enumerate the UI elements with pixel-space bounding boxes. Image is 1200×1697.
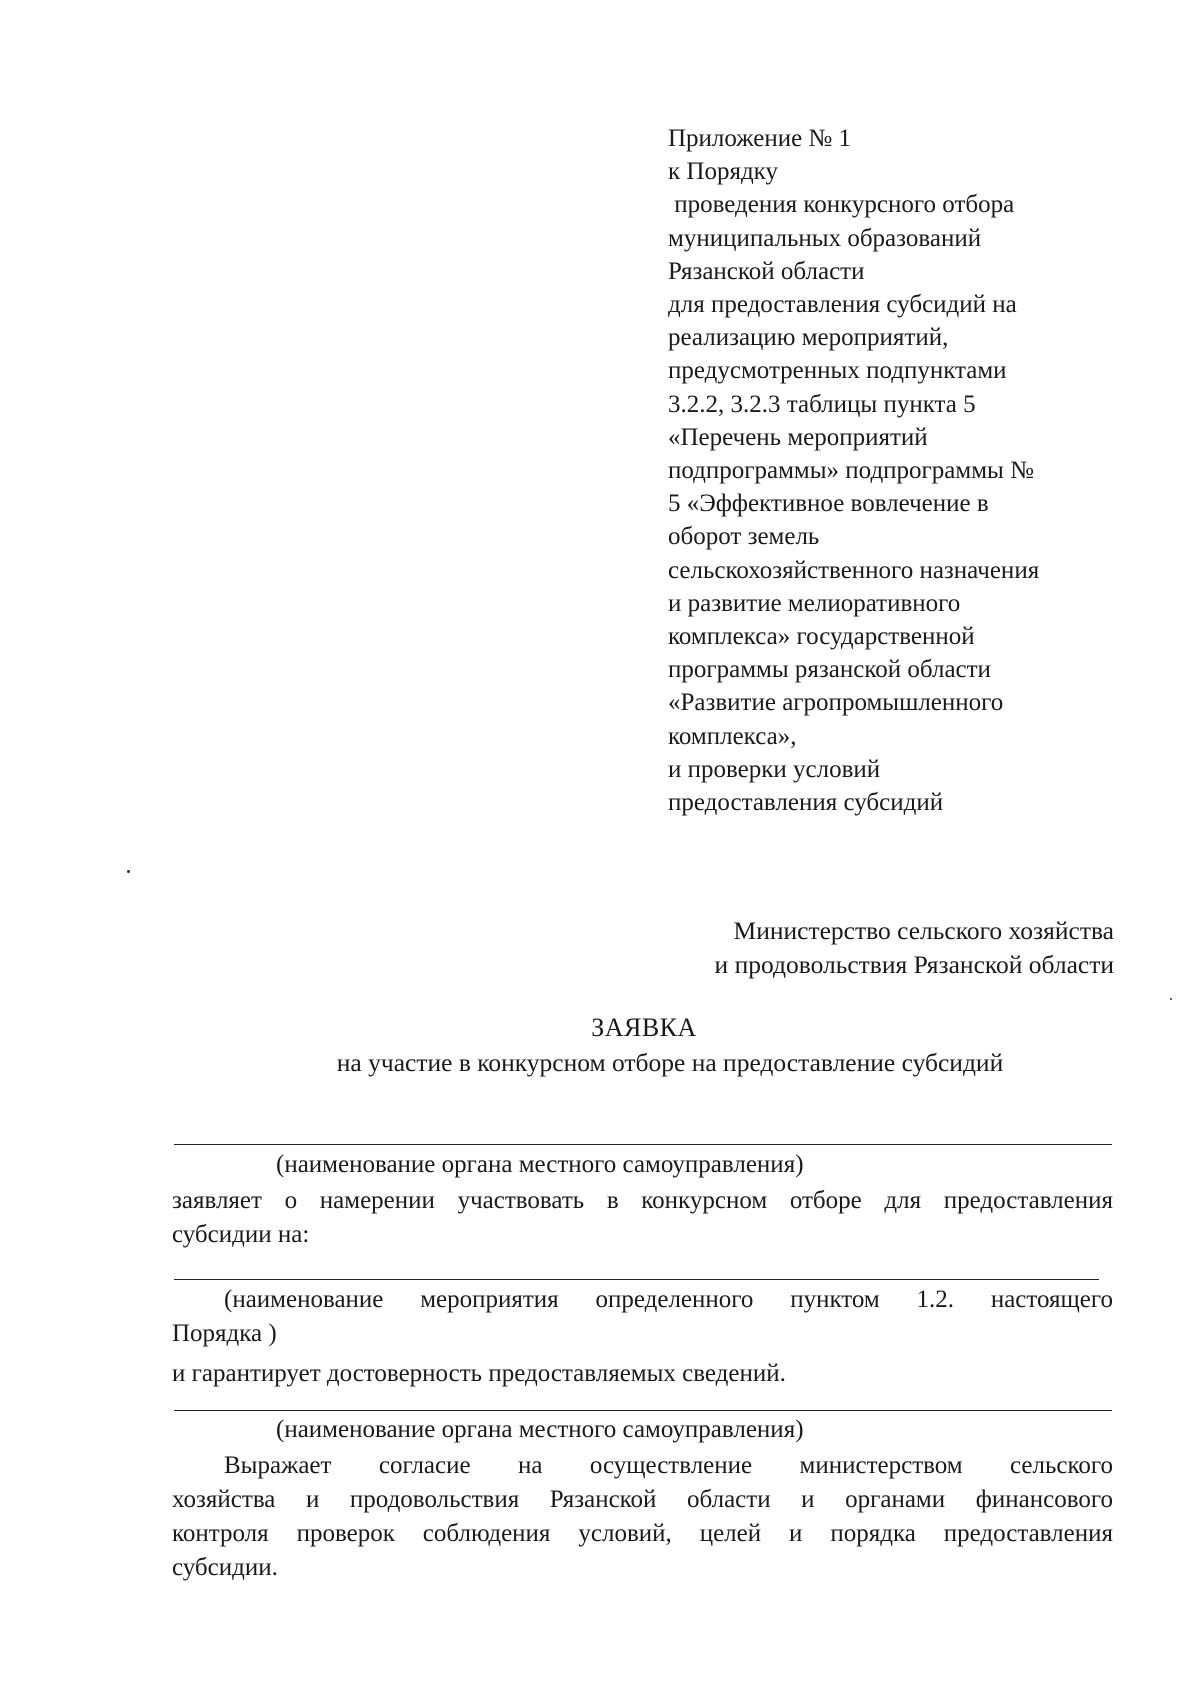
consent-line: контроля проверок соблюдения условий, целей и порядка предоставления xyxy=(172,1520,1113,1547)
consent-line: Выражает согласие на осуществление министерством сельского xyxy=(224,1452,1113,1479)
fill-line-body-name[interactable] xyxy=(174,1144,1112,1145)
consent-line: хозяйства и продовольствия Рязанской области и органами финансового xyxy=(172,1486,1113,1513)
statement-line: субсидии на: xyxy=(172,1221,310,1248)
appendix-line: Приложение № 1 xyxy=(668,125,852,152)
appendix-line: Рязанской области xyxy=(668,257,865,285)
scan-speck xyxy=(1170,998,1172,1000)
appendix-line: к Порядку xyxy=(668,158,778,186)
fill-line-event-name[interactable] xyxy=(174,1279,1099,1280)
appendix-note xyxy=(668,122,1108,819)
scan-speck xyxy=(127,870,130,873)
document-subtitle: на участие в конкурсном отборе на предоставление субсидий xyxy=(336,1048,1004,1077)
appendix-line: 5 «Эффективное вовлечение в xyxy=(668,490,989,518)
caption-event-line: (наименование мероприятия определенного пунктом 1.2. настоящего xyxy=(224,1286,1113,1313)
caption-body-name: (наименование органа местного самоуправления) xyxy=(276,1151,804,1178)
consent-block xyxy=(172,1449,1113,1585)
consent-line: субсидии. xyxy=(172,1554,278,1581)
appendix-line: реализацию мероприятий, xyxy=(668,324,949,352)
appendix-line: предоставления субсидий xyxy=(668,789,944,817)
appendix-line: подпрограммы» подпрограммы № xyxy=(668,457,1034,485)
appendix-line: «Перечень мероприятий xyxy=(668,423,928,451)
appendix-line: проведения конкурсного отбора xyxy=(668,191,1015,219)
statement-line: заявляет о намерении участвовать в конкурсном отборе для предоставления xyxy=(172,1187,1113,1214)
appendix-line: 3.2.2, 3.2.3 таблицы пункта 5 xyxy=(668,390,976,418)
appendix-line: для предоставления субсидий на xyxy=(668,291,1017,319)
appendix-line: комплекса» государственной xyxy=(668,623,975,651)
appendix-line: оборот земель xyxy=(668,523,820,551)
addressee-line-1: Министерство сельского хозяйства xyxy=(733,916,1114,945)
caption-event-line: Порядка ) xyxy=(172,1320,277,1347)
appendix-line: комплекса», xyxy=(668,722,797,750)
caption-body-name-2: (наименование органа местного самоуправления) xyxy=(276,1416,804,1443)
appendix-line: «Развитие агропромышленного xyxy=(668,689,1004,717)
addressee-line-2: и продовольствия Рязанской области xyxy=(714,950,1114,979)
caption-event-block xyxy=(172,1283,1113,1391)
appendix-line: программы рязанской области xyxy=(668,656,991,684)
document-title: ЗАЯВКА xyxy=(591,1013,697,1042)
guarantee-line: и гарантирует достоверность предоставляемых сведений. xyxy=(172,1360,786,1387)
addressee-block xyxy=(594,914,1114,982)
appendix-line: предусмотренных подпунктами xyxy=(668,357,1007,385)
appendix-line: сельскохозяйственного назначения xyxy=(668,556,1040,584)
appendix-line: муниципальных образований xyxy=(668,224,982,252)
appendix-line: и развитие мелиоративного xyxy=(668,589,961,617)
fill-line-body-name-2[interactable] xyxy=(174,1410,1112,1411)
statement-block xyxy=(172,1184,1113,1252)
appendix-line: и проверки условий xyxy=(668,755,881,783)
